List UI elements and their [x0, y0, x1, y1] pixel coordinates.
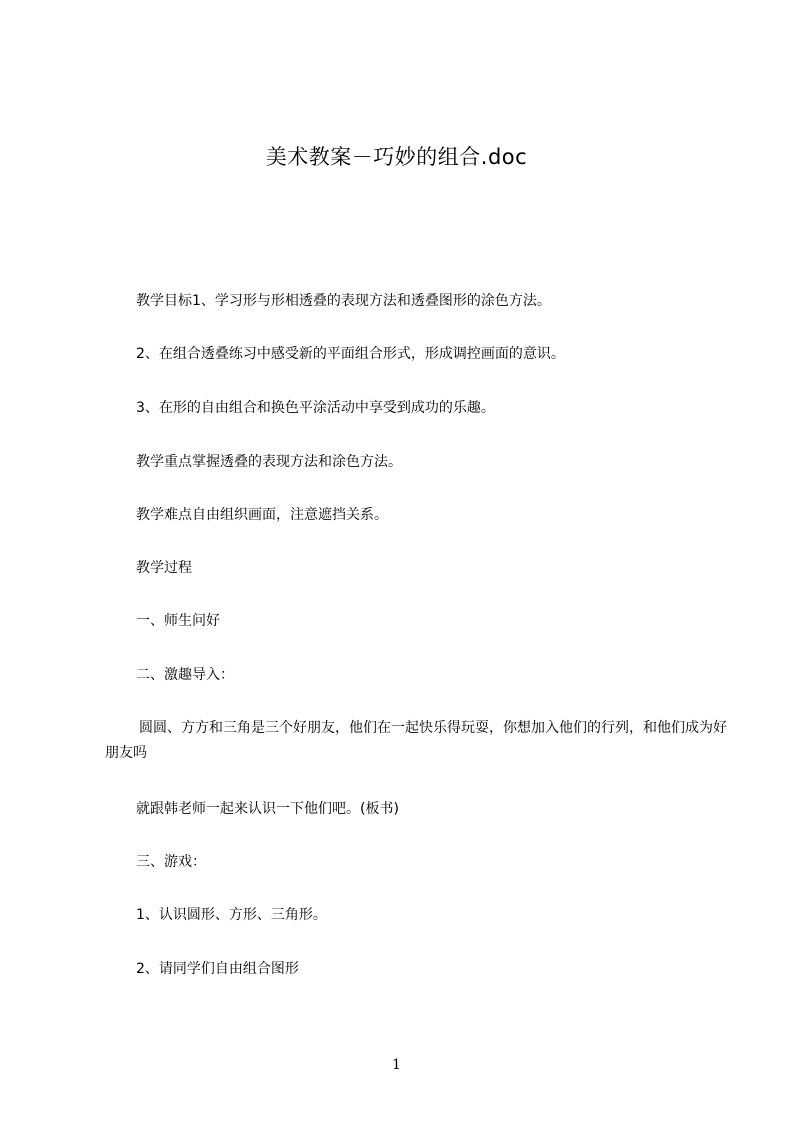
paragraph-teaching-process: 教学过程	[136, 560, 192, 576]
paragraph-introduction-body: 圆圆、方方和三角是三个好朋友，他们在一起快乐得玩耍，你想加入他们的行列，和他们成为好朋友吗	[105, 720, 727, 761]
paragraph-teaching-goal-2: 2、在组合透叠练习中感受新的平面组合形式，形成调控画面的意识。	[136, 346, 565, 362]
paragraph-section-greeting: 一、师生问好	[136, 613, 220, 629]
document-title: 美术教案－巧妙的组合.doc	[265, 145, 528, 169]
paragraph-section-introduction: 二、激趣导入：	[136, 667, 234, 683]
paragraph-teaching-goal-1: 教学目标1、学习形与形相透叠的表现方法和透叠图形的涂色方法。	[136, 293, 551, 309]
paragraph-teaching-focus: 教学重点掌握透叠的表现方法和涂色方法。	[136, 454, 402, 470]
paragraph-section-game: 三、游戏：	[136, 854, 206, 870]
page-number: 1	[392, 1057, 401, 1073]
paragraph-game-step-1: 1、认识圆形、方形、三角形。	[136, 907, 327, 923]
paragraph-teaching-difficulty: 教学难点自由组织画面，注意遮挡关系。	[136, 507, 388, 523]
paragraph-introduction-followup: 就跟韩老师一起来认识一下他们吧。(板书)	[136, 801, 399, 817]
paragraph-teaching-goal-3: 3、在形的自由组合和换色平涂活动中享受到成功的乐趣。	[136, 400, 495, 416]
paragraph-game-step-2: 2、请同学们自由组合图形	[136, 961, 299, 977]
